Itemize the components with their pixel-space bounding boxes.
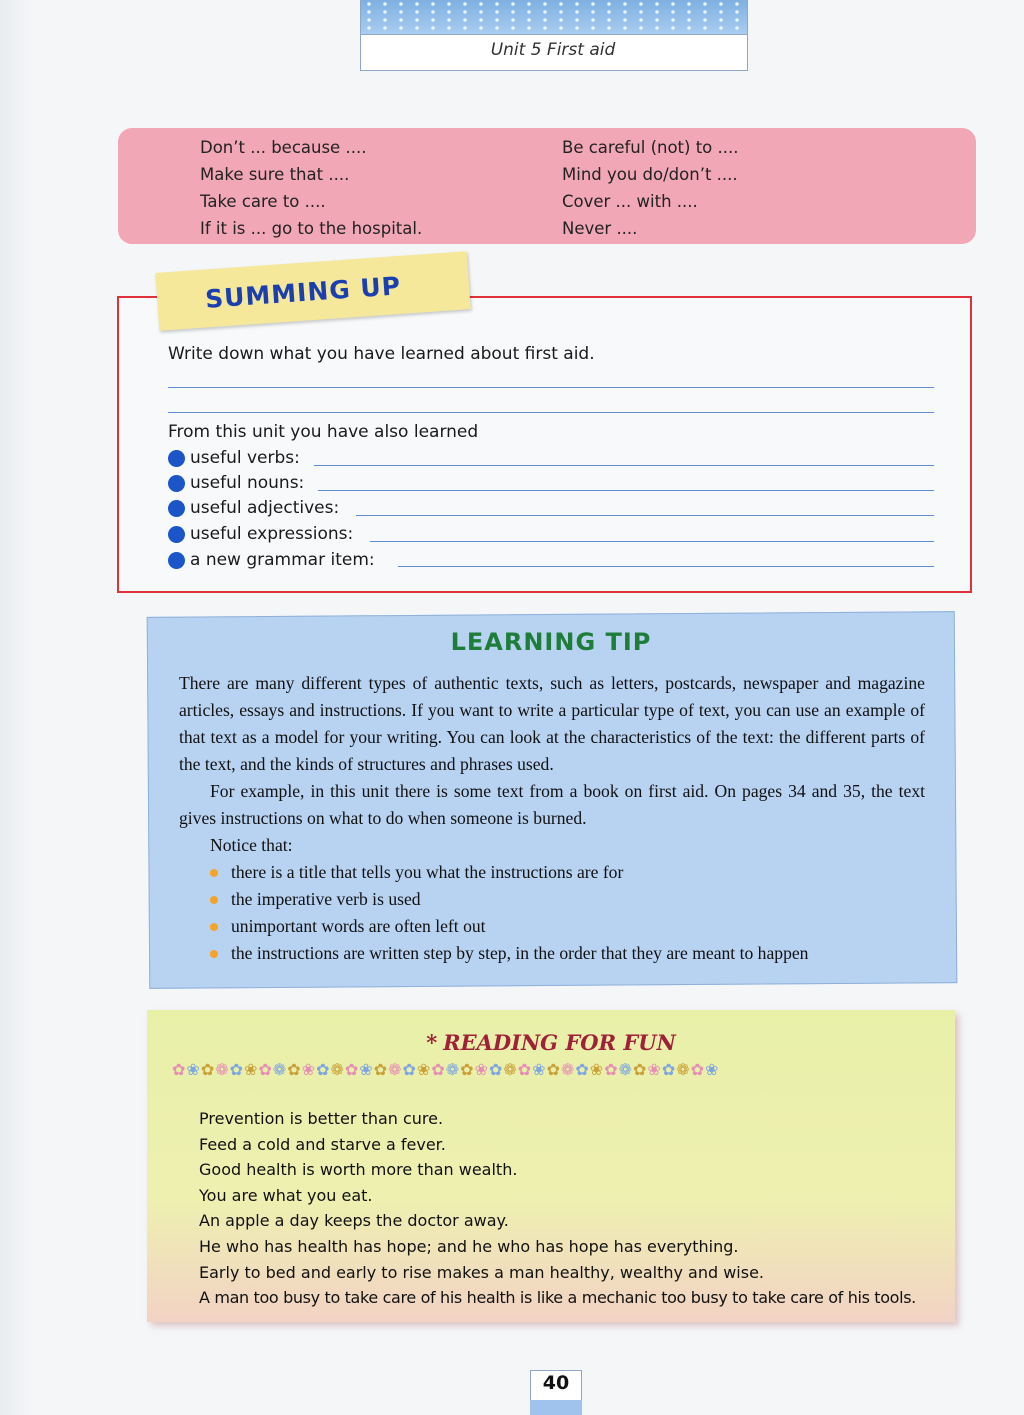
page-number-foot — [530, 1400, 582, 1415]
bullet-icon — [168, 475, 185, 492]
answer-line-verbs[interactable] — [314, 465, 934, 466]
tip-bullet: the instructions are written step by step, in the order that they are meant to happen — [179, 940, 925, 967]
learned-item-label: useful expressions: — [190, 524, 354, 544]
unit-title: Unit 5 First aid — [490, 40, 616, 60]
star-icon: * — [426, 1030, 438, 1055]
bullet-icon — [210, 950, 218, 958]
answer-line[interactable] — [168, 387, 934, 388]
learned-item-label: a new grammar item: — [190, 550, 375, 570]
bullet-icon — [210, 923, 218, 931]
tip-paragraph: There are many different types of authentic texts, such as letters, postcards, newspaper and magazine articles, essays and instructions. If you want to write a particular type of text, you can use an example of that text as a model for your writing. You can look at the characteristics of the text: the different parts of the text, and the kinds of structures and phrases used. — [179, 673, 925, 774]
bullet-icon — [210, 869, 218, 877]
learning-tip-title: LEARNING TIP — [450, 628, 652, 656]
tip-paragraph: For example, in this unit there is some text from a book on first aid. On pages 34 and 35, the text gives instructions on what to do when someone is burned. — [179, 781, 925, 828]
proverb: Early to bed and early to rise makes a man healthy, wealthy and wise. — [199, 1262, 765, 1282]
proverb: Good health is worth more than wealth. — [199, 1160, 518, 1180]
answer-line[interactable] — [168, 412, 934, 413]
unit-header — [360, 0, 748, 71]
proverb: You are what you eat. — [199, 1185, 373, 1205]
answer-line-nouns[interactable] — [318, 490, 934, 491]
proverb: Feed a cold and starve a fever. — [199, 1134, 446, 1154]
tip-bullet: there is a title that tells you what the instructions are for — [179, 859, 925, 886]
learned-item-label: useful verbs: — [190, 448, 300, 468]
summing-up-title: SUMMING UP — [204, 271, 402, 314]
learned-item-grammar — [168, 550, 375, 570]
expression: Take care to .... — [200, 192, 326, 211]
expressions-left-column — [200, 134, 422, 242]
expression: Be careful (not) to .... — [562, 138, 739, 157]
expression: Make sure that .... — [200, 165, 350, 184]
answer-line-grammar[interactable] — [398, 566, 934, 567]
bullet-icon — [168, 450, 185, 467]
tip-bullet: the imperative verb is used — [179, 886, 925, 913]
learning-tip-text — [179, 670, 925, 967]
tip-bullet: unimportant words are often left out — [179, 913, 925, 940]
proverb: A man too busy to take care of his health is like a mechanic too busy to take care of his tools. — [199, 1288, 916, 1308]
expressions-right-column — [562, 134, 739, 242]
bullet-icon — [168, 500, 185, 517]
expression: Cover ... with .... — [562, 192, 698, 211]
expression: Never .... — [562, 219, 638, 238]
answer-line-expressions[interactable] — [370, 541, 934, 542]
learned-item-nouns — [168, 473, 304, 493]
expressions-box — [118, 128, 976, 244]
expression: If it is ... go to the hospital. — [200, 219, 423, 238]
header-sky-graphic — [361, 0, 747, 35]
proverb: Prevention is better than cure. — [199, 1109, 444, 1128]
learned-item-label: useful nouns: — [190, 473, 305, 493]
proverb: He who has health has hope; and he who has hope has everything. — [199, 1236, 739, 1256]
page-number: 40 — [542, 1372, 570, 1394]
proverb: An apple a day keeps the doctor away. — [199, 1211, 509, 1231]
expression: Don’t ... because .... — [200, 138, 367, 157]
reading-for-fun-heading: READING FOR FUN — [443, 1030, 676, 1055]
learned-item-expressions — [168, 524, 353, 544]
bullet-icon — [168, 526, 185, 543]
answer-line-adjectives[interactable] — [356, 515, 934, 516]
learned-item-verbs — [168, 448, 300, 468]
flower-border-decoration: ✿❀✿❁✿❀✿❁✿❀✿❁✿❀✿❁✿❀✿❁✿❀✿❁✿❀✿❁✿❀✿❁✿❀✿❁✿❀ — [172, 1060, 720, 1079]
learned-item-label: useful adjectives: — [190, 498, 340, 518]
learned-item-adjectives — [168, 498, 339, 518]
tip-notice: Notice that: — [210, 835, 293, 855]
proverbs-list — [199, 1106, 916, 1311]
summing-up-box — [117, 296, 972, 593]
bullet-icon — [168, 552, 185, 569]
summing-up-prompt: Write down what you have learned about first aid. — [168, 344, 595, 364]
also-learned-heading: From this unit you have also learned — [168, 422, 479, 442]
bullet-icon — [210, 896, 218, 904]
tip-bullet-list — [179, 859, 925, 967]
expression: Mind you do/don’t .... — [562, 165, 738, 184]
page-edge — [0, 0, 34, 1415]
reading-for-fun-title — [147, 1030, 955, 1055]
